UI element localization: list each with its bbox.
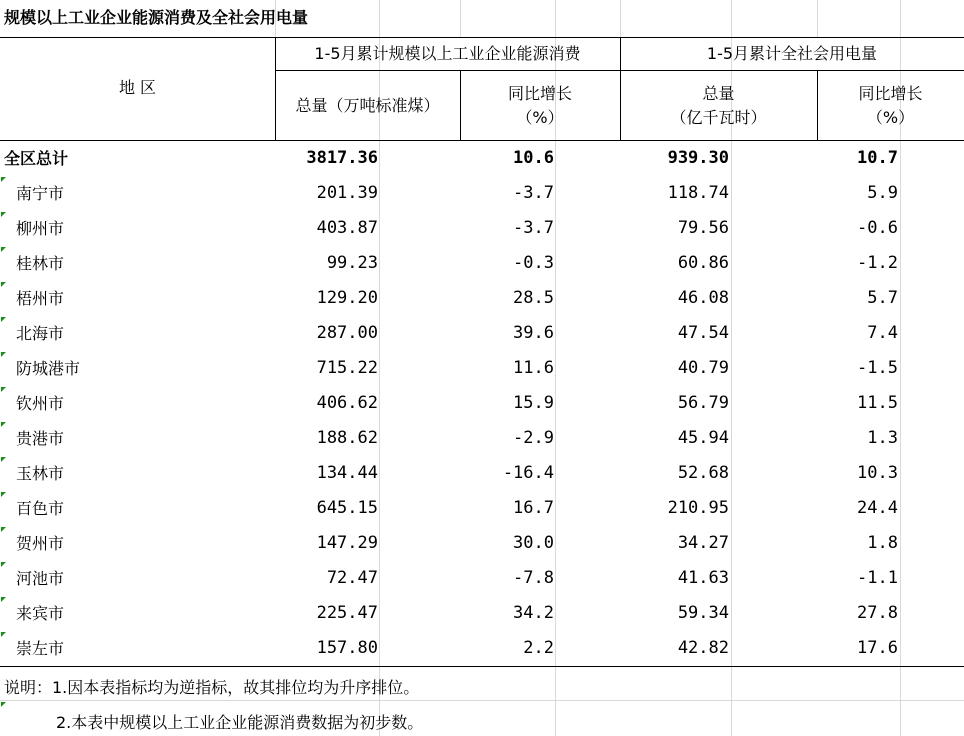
cell-marker-icon [1,317,6,322]
cell-marker-icon [1,562,6,567]
power-total-value: 47.54 [677,323,729,343]
energy-total-value: 3817.36 [306,148,378,168]
header-energy-total: 总量（万吨标准煤） [295,96,440,115]
energy-total-value: 225.47 [316,603,378,623]
energy-growth-value: -2.9 [513,428,554,448]
cell-marker-icon [1,457,6,462]
energy-growth-value: -0.3 [513,253,554,273]
power-growth-value: -1.2 [857,253,898,273]
energy-total-value: 287.00 [316,323,378,343]
table-border [620,37,621,140]
table-row[interactable] [0,456,964,491]
energy-growth-value: 2.2 [523,638,554,658]
power-growth-value: 17.6 [857,638,898,658]
energy-total-value: 715.22 [316,358,378,378]
energy-total-value: 201.39 [316,183,378,203]
region-name: 桂林市 [16,254,65,273]
energy-growth-value: 15.9 [513,393,554,413]
power-total-value: 42.82 [677,638,729,658]
energy-total-value: 147.29 [316,533,378,553]
power-growth-value: 5.7 [867,288,898,308]
power-total-value: 40.79 [677,358,729,378]
header-energy-growth [460,82,620,130]
power-total-value: 79.56 [677,218,729,238]
region-name: 崇左市 [16,639,65,658]
power-total-value: 46.08 [677,288,729,308]
header-region: 地 区 [118,78,157,97]
header-energy-group: 1-5月累计规模以上工业企业能源消费 [314,44,581,63]
table-row[interactable] [0,596,964,631]
region-name: 南宁市 [16,184,65,203]
grid-line [620,0,621,38]
region-name: 贵港市 [16,429,65,448]
power-growth-value: 24.4 [857,498,898,518]
energy-total-value: 134.44 [316,463,378,483]
table-border [817,70,818,140]
header-power-total [620,82,817,130]
power-total-value: 41.63 [677,568,729,588]
table-row[interactable] [0,386,964,421]
header-power-growth [817,82,964,130]
power-growth-value: 5.9 [867,183,898,203]
power-growth-value: 10.3 [857,463,898,483]
power-growth-value: 7.4 [867,323,898,343]
header-power-growth-label: 同比增长 [858,84,923,103]
power-growth-value: -0.6 [857,218,898,238]
region-name: 百色市 [16,499,65,518]
table-row[interactable] [0,491,964,526]
total-row[interactable] [0,141,964,176]
table-row[interactable] [0,246,964,281]
energy-growth-value: -7.8 [513,568,554,588]
energy-growth-value: 16.7 [513,498,554,518]
header-power-group: 1-5月累计全社会用电量 [706,44,878,63]
cell-marker-icon [1,352,6,357]
note-line-2: 2.本表中规模以上工业企业能源消费数据为初步数。 [56,713,424,732]
power-total-value: 45.94 [677,428,729,448]
energy-total-value: 99.23 [326,253,378,273]
power-total-value: 210.95 [667,498,729,518]
cell-marker-icon [1,702,6,707]
region-name: 北海市 [16,324,65,343]
region-name: 玉林市 [16,464,65,483]
cell-marker-icon [1,632,6,637]
region-name: 防城港市 [16,359,81,378]
power-growth-value: 27.8 [857,603,898,623]
cell-marker-icon [1,282,6,287]
energy-total-value: 157.80 [316,638,378,658]
table-row[interactable] [0,351,964,386]
header-energy-growth-label: 同比增长 [507,84,572,103]
cell-marker-icon [1,492,6,497]
energy-total-value: 188.62 [316,428,378,448]
table-row[interactable] [0,316,964,351]
power-total-value: 56.79 [677,393,729,413]
table-border [0,140,964,141]
table-row[interactable] [0,281,964,316]
energy-growth-value: 39.6 [513,323,554,343]
cell-marker-icon [1,247,6,252]
cell-marker-icon [1,212,6,217]
power-growth-value: -1.5 [857,358,898,378]
region-name: 梧州市 [16,289,65,308]
table-row[interactable] [0,561,964,596]
energy-growth-value: -16.4 [502,463,554,483]
region-name: 柳州市 [16,219,65,238]
energy-growth-value: -3.7 [513,183,554,203]
table-row[interactable] [0,211,964,246]
grid-line [0,700,964,701]
grid-line [460,0,461,38]
energy-growth-value: 10.6 [513,148,554,168]
table-border [275,37,276,140]
power-growth-value: 1.8 [867,533,898,553]
table-border [460,70,461,140]
cell-marker-icon [1,597,6,602]
energy-total-value: 129.20 [316,288,378,308]
power-growth-value: 1.3 [867,428,898,448]
energy-total-value: 403.87 [316,218,378,238]
power-total-value: 59.34 [677,603,729,623]
power-total-value: 939.30 [667,148,729,168]
power-growth-value: 11.5 [857,393,898,413]
cell-marker-icon [1,422,6,427]
region-name: 全区总计 [4,149,69,168]
power-total-value: 34.27 [677,533,729,553]
region-name: 贺州市 [16,534,65,553]
table-row[interactable] [0,526,964,561]
note-line-1: 说明：1.因本表指标均为逆指标，故其排位均为升序排位。 [4,678,420,697]
grid-line [817,0,818,38]
energy-total-value: 72.47 [326,568,378,588]
table-row[interactable] [0,421,964,456]
power-total-value: 118.74 [667,183,729,203]
table-border [0,666,964,667]
header-energy-growth-unit: （%） [516,108,564,127]
energy-growth-value: 34.2 [513,603,554,623]
energy-growth-value: 28.5 [513,288,554,308]
table-row[interactable] [0,631,964,666]
energy-growth-value: 11.6 [513,358,554,378]
header-power-total-label: 总量 [702,84,735,103]
cell-marker-icon [1,387,6,392]
power-growth-value: 10.7 [857,148,898,168]
table-border [0,37,964,38]
header-power-growth-unit: （%） [866,108,915,127]
energy-growth-value: 30.0 [513,533,554,553]
sheet-title: 规模以上工业企业能源消费及全社会用电量 [4,8,309,27]
region-name: 来宾市 [16,604,65,623]
energy-growth-value: -3.7 [513,218,554,238]
table-row[interactable] [0,176,964,211]
region-name: 河池市 [16,569,65,588]
energy-total-value: 406.62 [316,393,378,413]
power-total-value: 60.86 [677,253,729,273]
header-power-total-unit: （亿千瓦时） [670,108,767,127]
power-growth-value: -1.1 [857,568,898,588]
energy-total-value: 645.15 [316,498,378,518]
cell-marker-icon [1,527,6,532]
region-name: 钦州市 [16,394,65,413]
cell-marker-icon [1,177,6,182]
power-total-value: 52.68 [677,463,729,483]
